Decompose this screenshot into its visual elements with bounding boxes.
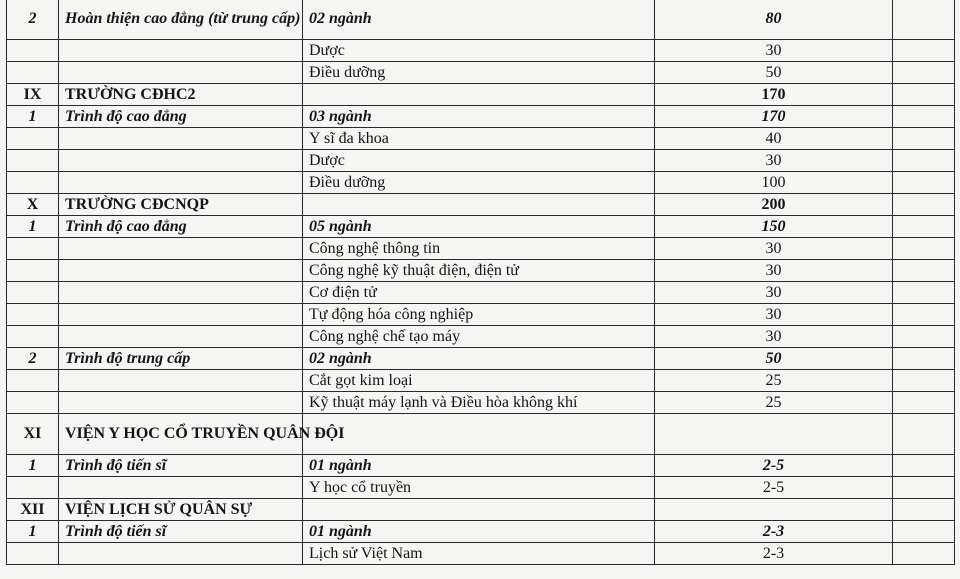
table-row (7, 238, 955, 260)
note-cell (893, 326, 955, 348)
unit-name-cell (59, 40, 303, 62)
unit-name-cell: TRƯỜNG CĐHC2 (59, 84, 303, 106)
quota-cell: 200 (655, 194, 893, 216)
row-number-cell (7, 260, 59, 282)
table-row (7, 543, 955, 565)
major-cell: Công nghệ kỹ thuật điện, điện tử (303, 260, 655, 282)
unit-name-cell (59, 128, 303, 150)
unit-name-cell: VIỆN LỊCH SỬ QUÂN SỰ (59, 499, 303, 521)
row-number-cell: 1 (7, 216, 59, 238)
table-row (7, 499, 955, 521)
major-cell: Dược (303, 150, 655, 172)
unit-name-cell (59, 392, 303, 414)
note-cell (893, 194, 955, 216)
table-body (7, 0, 955, 565)
note-cell (893, 348, 955, 370)
major-cell (303, 84, 655, 106)
quota-cell: 170 (655, 106, 893, 128)
quota-cell: 50 (655, 348, 893, 370)
major-cell: Công nghệ chế tạo máy (303, 326, 655, 348)
table-row (7, 106, 955, 128)
unit-name-cell: VIỆN Y HỌC CỔ TRUYỀN QUÂN ĐỘI (59, 414, 303, 455)
note-cell (893, 543, 955, 565)
table-row (7, 0, 955, 40)
note-cell (893, 40, 955, 62)
table-row (7, 216, 955, 238)
quota-cell: 30 (655, 150, 893, 172)
unit-name-cell: Trình độ tiến sĩ (59, 521, 303, 543)
row-number-cell: IX (7, 84, 59, 106)
row-number-cell: XII (7, 499, 59, 521)
unit-name-cell (59, 304, 303, 326)
major-cell: Tự động hóa công nghiệp (303, 304, 655, 326)
note-cell (893, 62, 955, 84)
note-cell (893, 128, 955, 150)
quota-cell: 25 (655, 392, 893, 414)
unit-name-cell (59, 150, 303, 172)
unit-name-cell (59, 282, 303, 304)
table-row (7, 128, 955, 150)
major-cell: Kỹ thuật máy lạnh và Điều hòa không khí (303, 392, 655, 414)
note-cell (893, 106, 955, 128)
table-row (7, 84, 955, 106)
unit-name-cell: Trình độ cao đẳng (59, 216, 303, 238)
major-cell: Điều dưỡng (303, 62, 655, 84)
major-cell: Công nghệ thông tin (303, 238, 655, 260)
note-cell (893, 84, 955, 106)
unit-name-cell (59, 238, 303, 260)
unit-name-cell: TRƯỜNG CĐCNQP (59, 194, 303, 216)
major-cell: Lịch sử Việt Nam (303, 543, 655, 565)
table-row (7, 62, 955, 84)
row-number-cell (7, 370, 59, 392)
quota-cell: 150 (655, 216, 893, 238)
unit-name-cell: Trình độ tiến sĩ (59, 455, 303, 477)
quota-cell: 40 (655, 128, 893, 150)
quota-cell: 2-5 (655, 477, 893, 499)
row-number-cell (7, 304, 59, 326)
note-cell (893, 414, 955, 455)
row-number-cell (7, 62, 59, 84)
row-number-cell (7, 543, 59, 565)
table-row (7, 348, 955, 370)
note-cell (893, 238, 955, 260)
table-row (7, 326, 955, 348)
row-number-cell: 1 (7, 106, 59, 128)
quota-cell: 170 (655, 84, 893, 106)
unit-name-cell (59, 326, 303, 348)
major-cell: 01 ngành (303, 455, 655, 477)
unit-name-cell: Trình độ trung cấp (59, 348, 303, 370)
note-cell (893, 455, 955, 477)
quota-cell: 2-3 (655, 521, 893, 543)
note-cell (893, 521, 955, 543)
row-number-cell (7, 172, 59, 194)
unit-name-cell (59, 172, 303, 194)
row-number-cell (7, 392, 59, 414)
major-cell: 02 ngành (303, 0, 655, 40)
major-cell: 03 ngành (303, 106, 655, 128)
major-cell: 05 ngành (303, 216, 655, 238)
row-number-cell (7, 477, 59, 499)
quota-cell: 2-3 (655, 543, 893, 565)
quota-cell (655, 414, 893, 455)
major-cell (303, 414, 655, 455)
table-row (7, 477, 955, 499)
note-cell (893, 499, 955, 521)
row-number-cell (7, 238, 59, 260)
unit-name-cell: Trình độ cao đẳng (59, 106, 303, 128)
note-cell (893, 282, 955, 304)
note-cell (893, 150, 955, 172)
quota-cell: 80 (655, 0, 893, 40)
row-number-cell: 2 (7, 0, 59, 40)
table-row (7, 392, 955, 414)
table-row (7, 150, 955, 172)
table-row (7, 260, 955, 282)
quota-cell: 30 (655, 40, 893, 62)
quota-cell: 30 (655, 326, 893, 348)
table-row (7, 172, 955, 194)
table-row (7, 521, 955, 543)
quota-cell: 30 (655, 260, 893, 282)
quota-cell (655, 499, 893, 521)
major-cell: Y sĩ đa khoa (303, 128, 655, 150)
major-cell (303, 499, 655, 521)
row-number-cell: X (7, 194, 59, 216)
unit-name-cell (59, 477, 303, 499)
note-cell (893, 392, 955, 414)
row-number-cell: XI (7, 414, 59, 455)
note-cell (893, 216, 955, 238)
quota-cell: 30 (655, 304, 893, 326)
major-cell: Cơ điện tử (303, 282, 655, 304)
quota-cell: 25 (655, 370, 893, 392)
note-cell (893, 370, 955, 392)
unit-name-cell (59, 260, 303, 282)
note-cell (893, 304, 955, 326)
row-number-cell (7, 282, 59, 304)
note-cell (893, 477, 955, 499)
major-cell: Cắt gọt kim loại (303, 370, 655, 392)
quota-cell: 100 (655, 172, 893, 194)
row-number-cell (7, 150, 59, 172)
quota-cell: 30 (655, 238, 893, 260)
table-row (7, 40, 955, 62)
note-cell (893, 172, 955, 194)
unit-name-cell (59, 62, 303, 84)
major-cell: Y học cổ truyền (303, 477, 655, 499)
table-row (7, 282, 955, 304)
major-cell: Điều dưỡng (303, 172, 655, 194)
table-row (7, 304, 955, 326)
table-row (7, 370, 955, 392)
major-cell: 01 ngành (303, 521, 655, 543)
row-number-cell: 1 (7, 521, 59, 543)
row-number-cell (7, 326, 59, 348)
major-cell: Dược (303, 40, 655, 62)
table-row (7, 194, 955, 216)
table-row (7, 455, 955, 477)
row-number-cell: 2 (7, 348, 59, 370)
note-cell (893, 260, 955, 282)
quota-cell: 2-5 (655, 455, 893, 477)
note-cell (893, 0, 955, 40)
unit-name-cell (59, 543, 303, 565)
row-number-cell (7, 128, 59, 150)
row-number-cell: 1 (7, 455, 59, 477)
row-number-cell (7, 40, 59, 62)
unit-name-cell: Hoàn thiện cao đẳng (từ trung cấp) (59, 0, 303, 40)
quota-cell: 30 (655, 282, 893, 304)
quota-cell: 50 (655, 62, 893, 84)
unit-name-cell (59, 370, 303, 392)
major-cell (303, 194, 655, 216)
major-cell: 02 ngành (303, 348, 655, 370)
enrollment-quota-table (6, 0, 955, 565)
table-row (7, 414, 955, 455)
